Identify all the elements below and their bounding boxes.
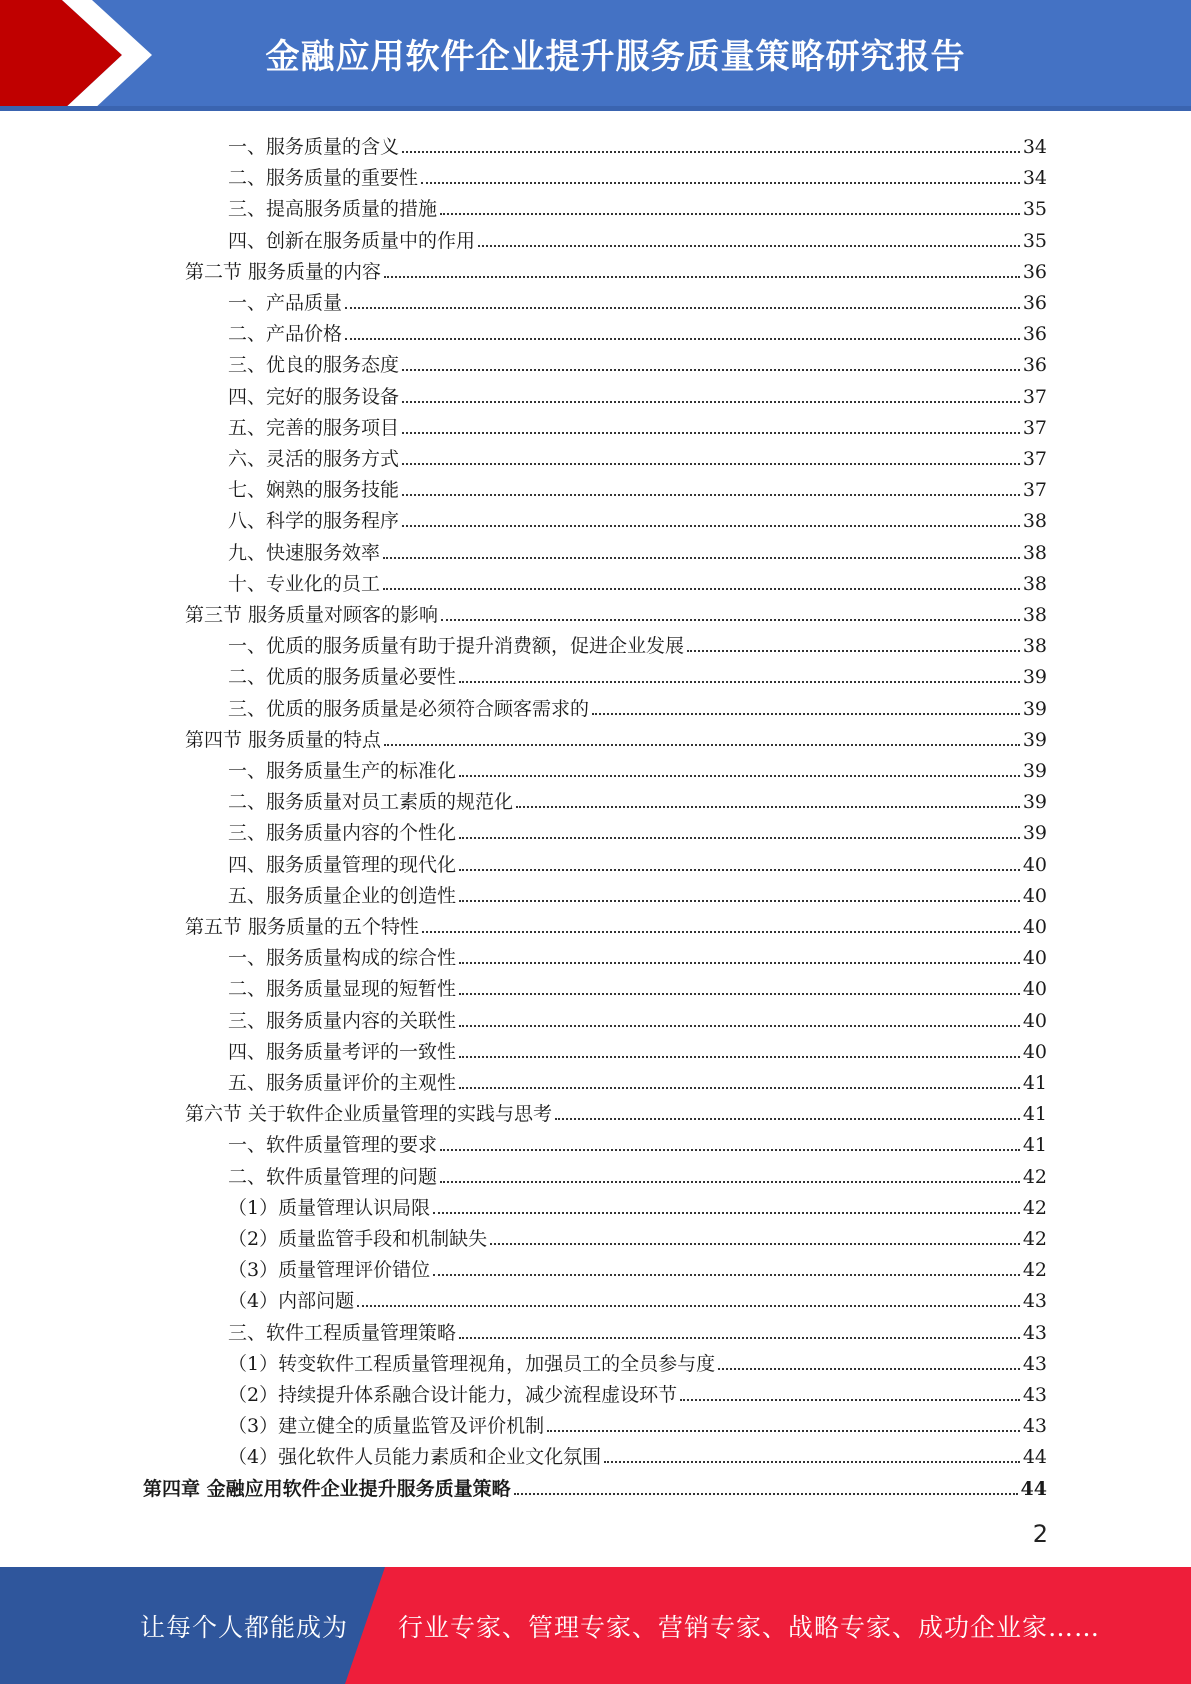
toc-entry[interactable] [228, 751, 1047, 782]
toc-entry-page: 40 [1022, 853, 1047, 876]
toc-entry[interactable] [228, 533, 1047, 564]
toc-entry-label: 二、产品价格 [228, 323, 343, 346]
toc-entry[interactable] [228, 1375, 1047, 1406]
footer-slogan-right: 行业专家、管理专家、营销专家、战略专家、成功企业家…… [398, 1612, 1101, 1642]
toc-entry-page: 34 [1022, 167, 1047, 190]
toc-entry[interactable] [185, 907, 1047, 938]
toc-dot-leader [421, 182, 1020, 184]
toc-entry[interactable] [228, 1313, 1047, 1344]
toc-entry[interactable] [228, 127, 1047, 158]
toc-dot-leader [402, 432, 1020, 434]
toc-entry-label: 八、科学的服务程序 [228, 510, 400, 533]
toc-dot-leader [459, 869, 1020, 871]
toc-dot-leader [383, 588, 1020, 590]
toc-entry-page: 37 [1022, 385, 1047, 408]
toc-entry-page: 36 [1022, 323, 1047, 346]
toc-dot-leader [384, 276, 1020, 278]
toc-entry-label: （4）强化软件人员能力素质和企业文化氛围 [228, 1446, 602, 1469]
toc-entry-label: （3）质量管理评价错位 [228, 1259, 431, 1282]
toc-entry-page: 39 [1022, 822, 1047, 845]
toc-entry[interactable] [228, 314, 1047, 345]
toc-entry-page: 34 [1022, 136, 1047, 158]
toc-entry[interactable] [228, 938, 1047, 969]
toc-entry-page: 40 [1022, 947, 1047, 970]
toc-dot-leader [718, 1368, 1020, 1370]
toc-entry[interactable] [228, 969, 1047, 1000]
toc-dot-leader [433, 1212, 1020, 1214]
toc-entry-label: 十、专业化的员工 [228, 572, 381, 595]
toc-entry-label: 二、服务质量的重要性 [228, 167, 419, 190]
toc-entry[interactable] [143, 1469, 1047, 1500]
toc-entry[interactable] [228, 470, 1047, 501]
toc-dot-leader [459, 962, 1020, 964]
toc-entry-page: 43 [1022, 1321, 1047, 1344]
toc-dot-leader [604, 1461, 1020, 1463]
toc-entry-page: 37 [1022, 479, 1047, 502]
toc-dot-leader [459, 1337, 1020, 1339]
toc-entry-page: 37 [1022, 448, 1047, 470]
toc-dot-leader [441, 619, 1020, 621]
toc-entry-label: 三、优质的服务质量是必须符合顾客需求的 [228, 697, 590, 720]
toc-entry-label: （3）建立健全的质量监管及评价机制 [228, 1415, 545, 1438]
toc-entry-label: 一、产品质量 [228, 292, 343, 314]
toc-entry[interactable] [228, 1032, 1047, 1063]
toc-entry-page: 38 [1022, 604, 1047, 626]
toc-entry-page: 43 [1022, 1415, 1047, 1438]
toc-entry-label: （2）持续提升体系融合设计能力，减少流程虚设环节 [228, 1384, 678, 1406]
toc-entry[interactable] [228, 876, 1047, 907]
toc-entry-label: （1）转变软件工程质量管理视角，加强员工的全员参与度 [228, 1352, 716, 1375]
toc-entry-label: 一、软件质量管理的要求 [228, 1134, 438, 1157]
toc-entry-page: 41 [1022, 1103, 1047, 1126]
toc-entry-label: 第四节 服务质量的特点 [185, 728, 382, 751]
toc-dot-leader [402, 369, 1020, 371]
toc-entry[interactable] [228, 408, 1047, 439]
toc-entry-label: 四、服务质量考评的一致性 [228, 1040, 457, 1063]
toc-dot-leader [514, 1493, 1018, 1495]
toc-entry-page: 40 [1022, 884, 1047, 907]
toc-dot-leader [440, 213, 1020, 215]
toc-entry-page: 43 [1022, 1384, 1047, 1406]
toc-dot-leader [459, 993, 1020, 995]
toc-entry[interactable] [228, 283, 1047, 314]
toc-dot-leader [345, 338, 1020, 340]
toc-dot-leader [459, 775, 1020, 777]
toc-entry[interactable] [185, 1094, 1047, 1125]
toc-entry-label: 四、创新在服务质量中的作用 [228, 229, 476, 252]
toc-dot-leader [592, 713, 1020, 715]
toc-entry-label: 三、服务质量内容的关联性 [228, 1009, 457, 1032]
toc-dot-leader [459, 1056, 1020, 1058]
toc-entry[interactable] [228, 626, 1047, 657]
toc-entry[interactable] [228, 689, 1047, 720]
toc-entry[interactable] [228, 377, 1047, 408]
toc-entry[interactable] [228, 813, 1047, 844]
page-footer [0, 1567, 1191, 1684]
toc-entry[interactable] [228, 158, 1047, 189]
toc-entry-page: 40 [1022, 916, 1047, 938]
toc-entry-page: 39 [1022, 728, 1047, 751]
document-title: 金融应用软件企业提升服务质量策略研究报告 [265, 36, 966, 77]
toc-entry-page: 40 [1022, 1009, 1047, 1032]
toc-entry[interactable] [228, 189, 1047, 220]
toc-entry[interactable] [228, 345, 1047, 376]
toc-entry[interactable] [228, 1250, 1047, 1281]
toc-entry[interactable] [228, 501, 1047, 532]
toc-entry[interactable] [228, 1437, 1047, 1468]
toc-entry-page: 40 [1022, 1040, 1047, 1063]
toc-entry[interactable] [228, 439, 1047, 470]
toc-entry-page: 36 [1022, 354, 1047, 377]
toc-entry-page: 39 [1022, 666, 1047, 689]
toc-entry[interactable] [228, 1063, 1047, 1094]
toc-dot-leader [459, 1087, 1020, 1089]
toc-dot-leader [402, 525, 1020, 527]
toc-entry-label: 二、服务质量对员工素质的规范化 [228, 791, 514, 814]
toc-entry-label: 五、服务质量评价的主观性 [228, 1072, 457, 1094]
toc-entry[interactable] [228, 657, 1047, 688]
toc-entry-label: 三、软件工程质量管理策略 [228, 1321, 457, 1344]
toc-entry[interactable] [228, 845, 1047, 876]
toc-entry-page: 39 [1022, 791, 1047, 814]
toc-dot-leader [402, 494, 1020, 496]
toc-entry[interactable] [228, 564, 1047, 595]
toc-entry[interactable] [228, 1188, 1047, 1219]
toc-entry-label: 一、服务质量构成的综合性 [228, 947, 457, 970]
toc-entry-label: 二、服务质量显现的短暂性 [228, 978, 457, 1001]
toc-entry-page: 36 [1022, 292, 1047, 314]
toc-entry-label: 三、优良的服务态度 [228, 354, 400, 377]
toc-dot-leader [687, 650, 1020, 652]
toc-entry-page: 43 [1022, 1352, 1047, 1375]
toc-entry-page: 42 [1022, 1196, 1047, 1219]
toc-dot-leader [357, 1305, 1020, 1307]
toc-dot-leader [384, 744, 1020, 746]
page-number: 2 [1032, 1520, 1048, 1548]
toc-entry[interactable] [185, 252, 1047, 283]
toc-dot-leader [422, 931, 1020, 933]
toc-entry-page: 38 [1022, 541, 1047, 564]
toc-entry-page: 40 [1022, 978, 1047, 1001]
toc-entry-label: 五、完善的服务项目 [228, 416, 400, 439]
toc-entry-label: （1）质量管理认识局限 [228, 1196, 431, 1219]
toc-entry[interactable] [185, 595, 1047, 626]
toc-entry-label: 一、服务质量的含义 [228, 136, 400, 158]
toc-dot-leader [402, 463, 1020, 465]
toc-dot-leader [459, 900, 1020, 902]
toc-entry-label: 二、优质的服务质量必要性 [228, 666, 457, 689]
toc-entry-label: （4）内部问题 [228, 1290, 355, 1313]
toc-entry-label: （2）质量监管手段和机制缺失 [228, 1228, 488, 1250]
toc-entry[interactable] [228, 1001, 1047, 1032]
toc-entry-page: 39 [1022, 697, 1047, 720]
footer-slogan-left: 让每个人都能成为 [140, 1612, 349, 1642]
toc-entry-page: 43 [1022, 1290, 1047, 1313]
toc-entry-page: 35 [1022, 229, 1047, 252]
toc-entry-page: 44 [1020, 1477, 1047, 1500]
toc-entry-page: 37 [1022, 416, 1047, 439]
toc-entry-label: 三、提高服务质量的措施 [228, 198, 438, 221]
toc-entry-label: 九、快速服务效率 [228, 541, 381, 564]
toc-dot-leader [459, 681, 1020, 683]
toc-entry-label: 七、娴熟的服务技能 [228, 479, 400, 502]
toc-dot-leader [440, 1181, 1020, 1183]
toc-dot-leader [555, 1118, 1020, 1120]
toc-entry-label: 第四章 金融应用软件企业提升服务质量策略 [143, 1477, 511, 1500]
toc-entry-page: 39 [1022, 760, 1047, 782]
toc-dot-leader [440, 1149, 1020, 1151]
toc-entry-label: 第五节 服务质量的五个特性 [185, 916, 420, 938]
toc-entry[interactable] [228, 1344, 1047, 1375]
toc-entry-label: 四、服务质量管理的现代化 [228, 853, 457, 876]
toc-dot-leader [402, 401, 1020, 403]
toc-entry-label: 三、服务质量内容的个性化 [228, 822, 457, 845]
toc-entry-page: 41 [1022, 1134, 1047, 1157]
toc-entry-label: 一、优质的服务质量有助于提升消费额，促进企业发展 [228, 635, 685, 658]
toc-entry[interactable] [185, 720, 1047, 751]
toc-entry-label: 第二节 服务质量的内容 [185, 260, 382, 283]
toc-dot-leader [547, 1430, 1020, 1432]
toc-dot-leader [478, 245, 1020, 247]
page-header [0, 0, 1191, 111]
toc-entry[interactable] [228, 1281, 1047, 1312]
toc-entry-page: 42 [1022, 1228, 1047, 1250]
toc-entry-label: 五、服务质量企业的创造性 [228, 884, 457, 907]
toc-entry-page: 35 [1022, 198, 1047, 221]
toc-entry-page: 41 [1022, 1072, 1047, 1094]
toc-entry[interactable] [228, 1406, 1047, 1437]
toc-entry[interactable] [228, 1157, 1047, 1188]
toc-entry-label: 四、完好的服务设备 [228, 385, 400, 408]
toc-dot-leader [490, 1243, 1020, 1245]
toc-dot-leader [383, 557, 1020, 559]
toc-entry-page: 44 [1022, 1446, 1047, 1469]
toc-dot-leader [516, 806, 1020, 808]
toc-entry-page: 38 [1022, 510, 1047, 533]
toc-dot-leader [680, 1399, 1020, 1401]
toc-entry-page: 38 [1022, 572, 1047, 595]
toc-dot-leader [345, 307, 1020, 309]
toc-entry-page: 38 [1022, 635, 1047, 658]
toc-dot-leader [433, 1274, 1020, 1276]
toc-dot-leader [459, 1025, 1020, 1027]
toc-entry-label: 一、服务质量生产的标准化 [228, 760, 457, 782]
toc-entry-page: 36 [1022, 260, 1047, 283]
toc-entry[interactable] [228, 221, 1047, 252]
toc-entry-label: 第三节 服务质量对顾客的影响 [185, 604, 439, 626]
toc-dot-leader [402, 151, 1020, 153]
toc-entry-page: 42 [1022, 1165, 1047, 1188]
toc-entry[interactable] [228, 1219, 1047, 1250]
toc-entry-page: 42 [1022, 1259, 1047, 1282]
toc-entry-label: 第六节 关于软件企业质量管理的实践与思考 [185, 1103, 553, 1126]
toc-entry-label: 二、软件质量管理的问题 [228, 1165, 438, 1188]
toc-dot-leader [459, 837, 1020, 839]
toc-entry[interactable] [228, 782, 1047, 813]
toc-entry-label: 六、灵活的服务方式 [228, 448, 400, 470]
toc-entry[interactable] [228, 1125, 1047, 1156]
